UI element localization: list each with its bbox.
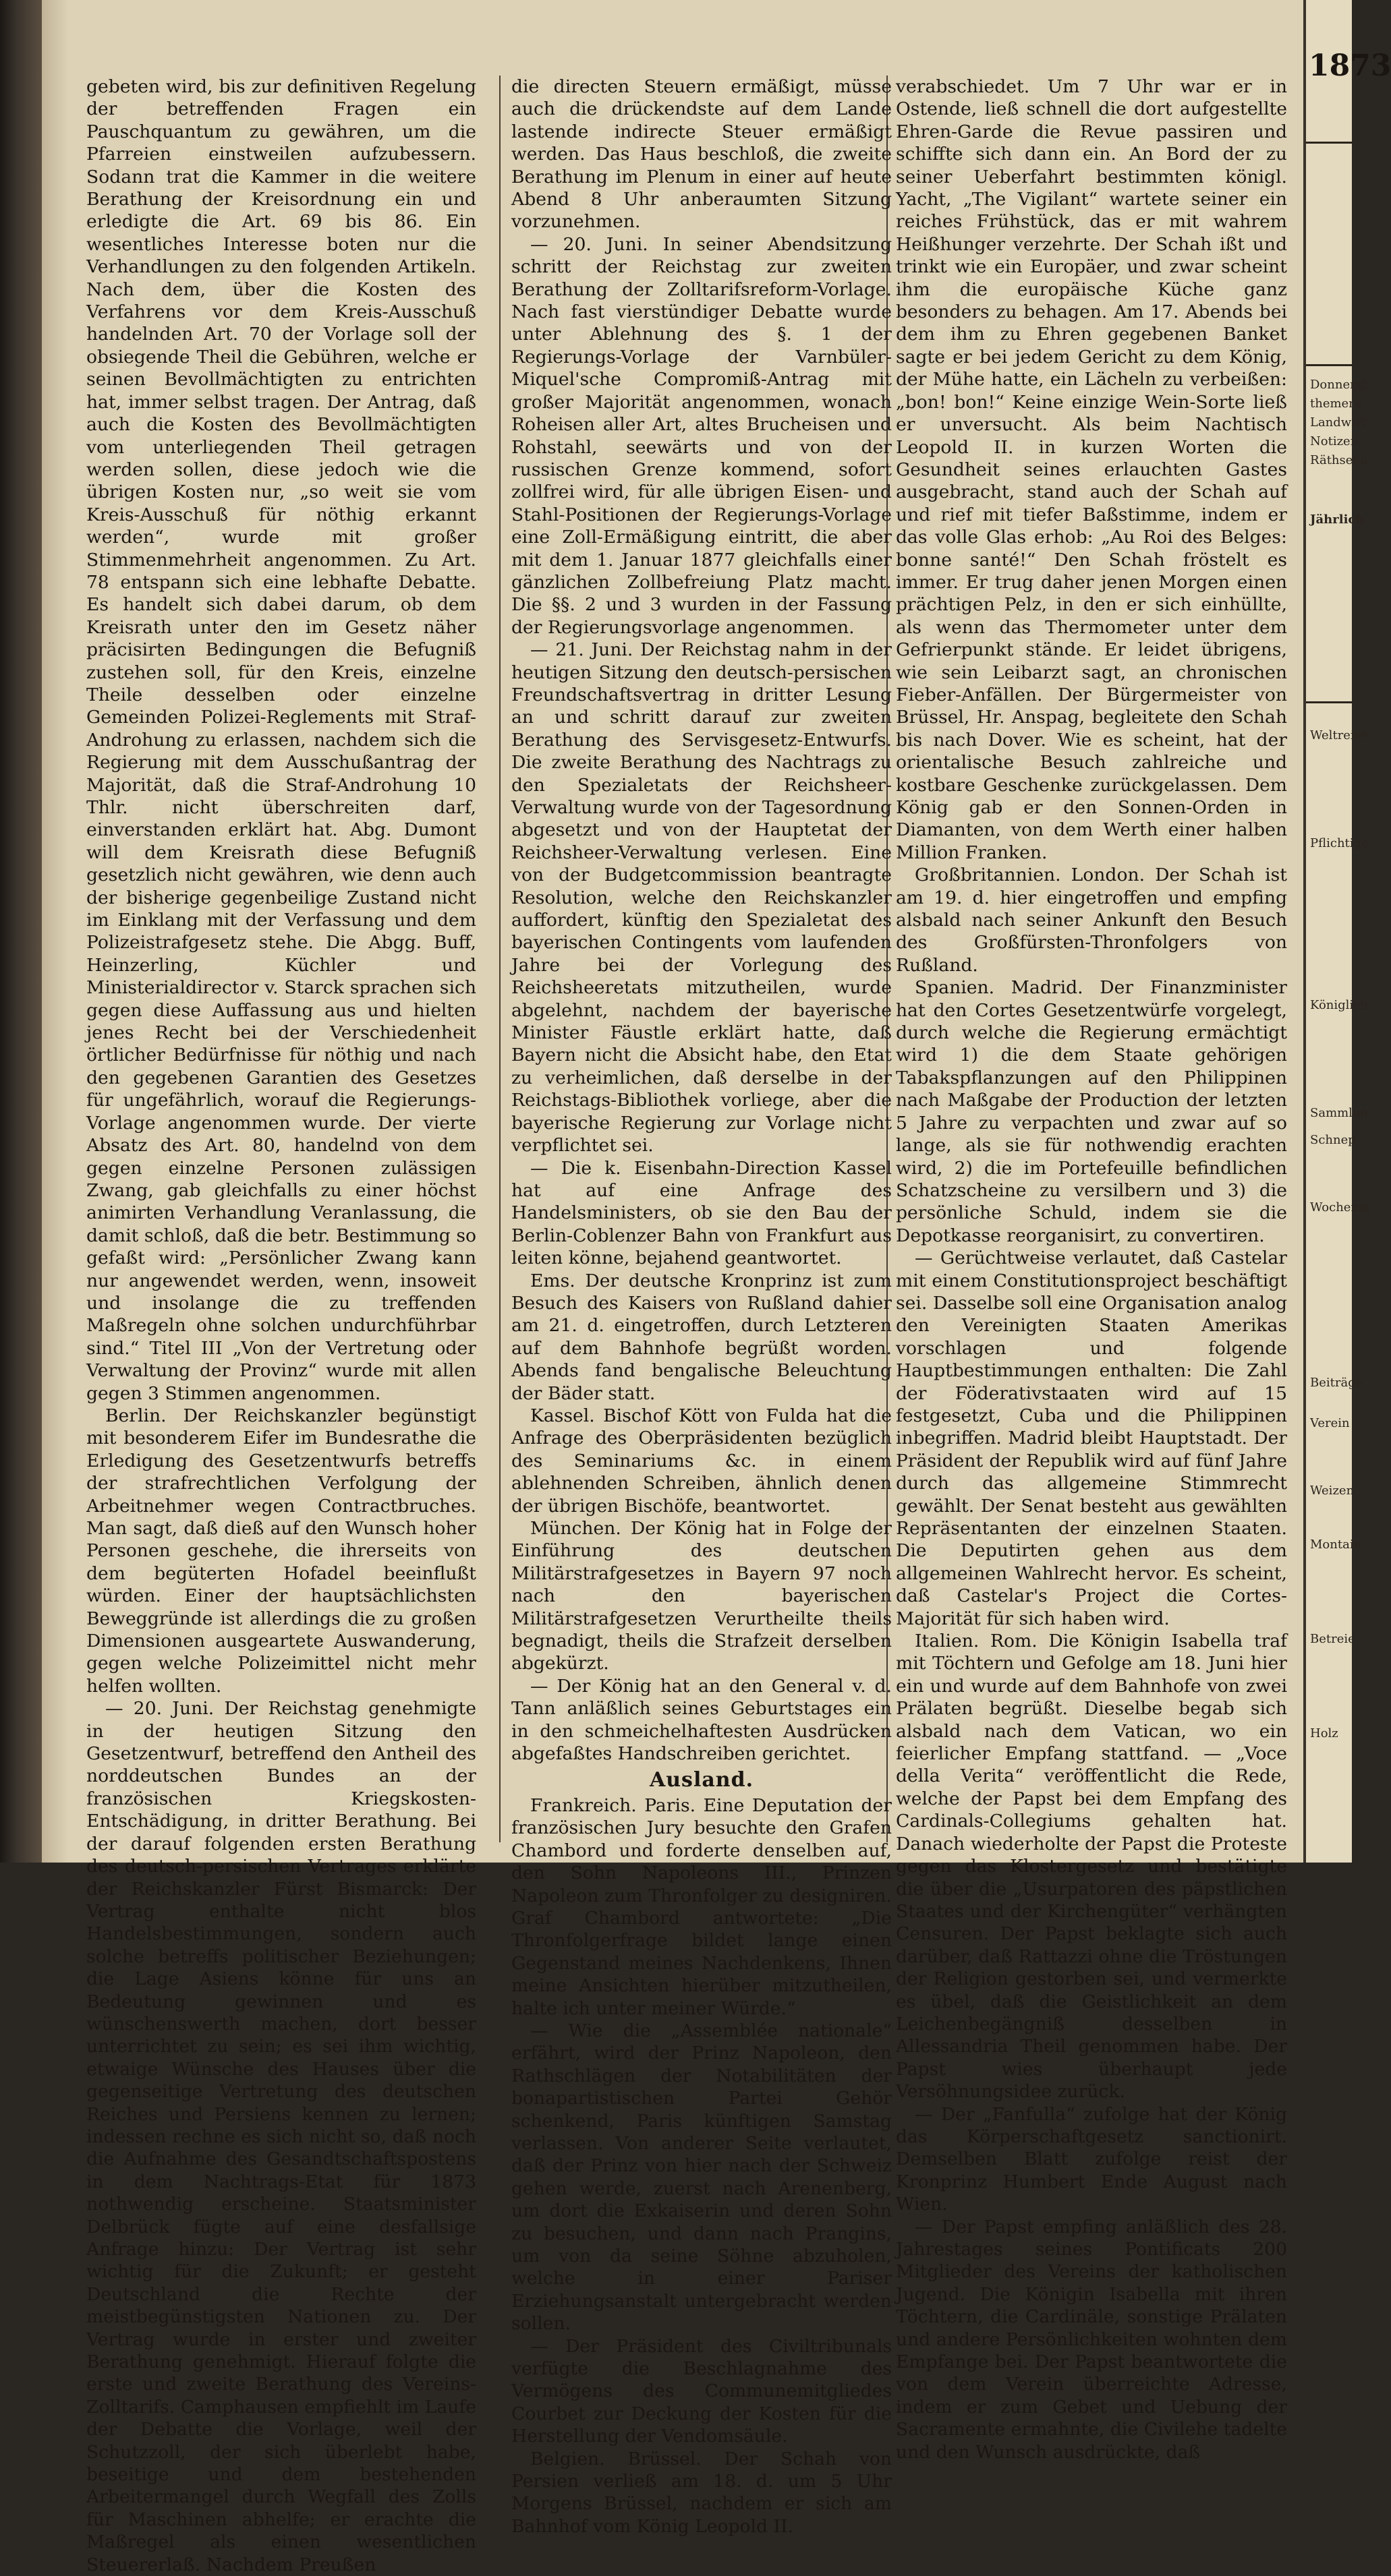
next-page-fragment: Notizen, bbox=[1310, 434, 1363, 448]
column-2-paragraph: — 21. Juni. Der Reichstag nahm in der heutigen Sitzung den deutsch-persischen Freundschaftsvertrag in dritter Lesung an und schritt darauf zur zweiten Berathung des Servisgesetz-Entwurfs. Die zweite Berathung des Nachtrags zu den Spezialetats der Reichsheer-Verwaltung wurde von der Tagesordnung abgesetzt und von der Hauptetat der Reichsheer-Verwaltung verlesen. Eine von der Budgetcommission beantragte Resolution, welche den Reichskanzler auffordert, künftig den Spezialetat des bayerischen Contingents vom laufenden Jahre bei der Vorlegung des Reichsheeretats mitzutheilen, wurde abgelehnt, nachdem der bayerische Minister Fäustle erklärt hatte, daß Bayern nicht die Absicht habe, den Etat zu verheimlichen, daß derselbe in der Reichstags-Bibliothek vorliege, aber die bayerische Regierung zur Vorlage nicht verpflichtet sei. bbox=[511, 639, 892, 1157]
divider bbox=[1306, 142, 1352, 144]
column-2-paragraph: München. Der König hat in Folge der Einführung des deutschen Militärstrafgesetzes in Bayern 97 noch nach den bayerischen Militärstrafgesetzen Verurtheilte theils begnadigt, theils die Strafzeit derselben abgekürzt. bbox=[511, 1518, 892, 1674]
column-2-paragraph: — Der Präsident des Civiltribunals verfügte die Beschlagnahme des Vermögens des Communemitgliedes Courbet zur Deckung der Kosten für die Herstellung der Vendomsäule. bbox=[511, 2335, 892, 2447]
next-page-fragment: Landwirt bbox=[1310, 415, 1366, 430]
column-3-paragraph: — Der „Fanfulla“ zufolge hat der König das Körperschaftgesetz sanctionirt. Demselben Blatt zufolge reist der Kronprinz Humbert Ende August nach Wien. bbox=[896, 2103, 1287, 2215]
next-page-fragment: Pflichtige bbox=[1310, 836, 1369, 850]
column-2-paragraph: — 20. Juni. In seiner Abendsitzung schritt der Reichstag zur zweiten Berathung der Zolltarifsreform-Vorlage. Nach fast vierstündiger Debatte wurde unter Ablehnung des §. 1 der Regierungs-Vorlage der Varnbüler-Miquel'sche Compromiß-Antrag mit großer Majorität angenommen, wonach Roheisen aller Art, altes Brucheisen und Rohstahl, seewärts und von der russischen Grenze kommend, sofort zollfrei wird, für alle übrigen Eisen- und Stahl-Positionen der Regierungs-Vorlage eine Zoll-Ermäßigung eintritt, die aber mit dem 1. Januar 1877 gleichfalls einer gänzlichen Zollbefreiung Platz macht. Die §§. 2 und 3 wurden in der Fassung der Regierungsvorlage angenommen. bbox=[511, 233, 892, 638]
next-page-fragment: Königlich bbox=[1310, 998, 1368, 1012]
column-3-paragraph: Italien. Rom. Die Königin Isabella traf mit Töchtern und Gefolge am 18. Juni hier ein und wurde auf dem Bahnhofe von zwei Prälaten begrüßt. Dieselbe begab sich alsbald nach dem Vatican, wo ein feierlicher Empfang stattfand. — „Voce della Verita“ veröffentlicht die Rede, welche der Papst bei dem Empfang des Cardinals-Collegiums gehalten hat. Danach wiederholte der Papst die Proteste gegen das Klostergesetz und bestätigte die über die „Usurpatoren des päpstlichen Staates und der Kirchengüter“ verhängten Censuren. Der Papst beklagte sich auch darüber, daß Rattazzi ohne die Tröstungen der Religion gestorben sei, und vermerkte es übel, daß die Geistlichkeit an dem Leichenbegängniß desselben in Allessandria Theil genommen habe. Der Papst wies überhaupt jede Versöhnungsidee zurück. bbox=[896, 1631, 1287, 2103]
next-page-fragment: Weizen bbox=[1310, 1484, 1355, 1498]
column-3-paragraph: verabschiedet. Um 7 Uhr war er in Ostende, ließ schnell die dort aufgestellte Ehren-Garde die Revue passiren und schiffte sich dann ein. An Bord der zu seiner Ueberfahrt bestimmten königl. Yacht, „The Vigilant“ wartete seiner ein reiches Frühstück, das er mit wahrem Heißhunger verzehrte. Der Schah ißt und trinkt wie ein Europäer, und zwar scheint ihm die europäische Küche ganz besonders zu behagen. Am 17. Abends bei dem ihm zu Ehren gegebenen Banket sagte er bei jedem Gericht zu dem König, der Mühe hatte, ein Lächeln zu verbeißen: „bon! bon!“ Keine einzige Wein-Sorte ließ er unversucht. Als beim Nachtisch Leopold II. in kurzen Worten die Gesundheit seines erlauchten Gastes ausgebracht, stand auch der Schah auf und rief mit tiefer Baßstimme, indem er das volle Glas erhob: „Au Roi des Belges: bonne santé!“ Den Schah fröstelt es immer. Er trug daher jenen Morgen einen prächtigen Pelz, in den er sich einhüllte, als wenn das Thermometer unter dem Gefrierpunkt stände. Er leidet übrigens, wie sein Leibarzt sagt, an chronischen Fieber-Anfällen. Der Bürgermeister von Brüssel, Hr. Anspag, begleitete den Schah bis nach Dover. Wie es scheint, hat der orientalische Besuch zahlreiche und kostbare Geschenke zurückgelassen. Dem König gab er den Sonnen-Orden in Diamanten, von dem Werth einer halben Million Franken. bbox=[896, 76, 1287, 863]
column-2-paragraph: Ems. Der deutsche Kronprinz ist zum Besuch des Kaisers von Rußland dahier am 21. d. eingetroffen, durch Letzteren auf dem Bahnhofe begrüßt worden. Abends fand bengalische Beleuchtung der Bäder statt. bbox=[511, 1270, 892, 1404]
book-binding-left bbox=[0, 0, 42, 1863]
column-2-paragraph: Frankreich. Paris. Eine Deputation der französischen Jury besuchte den Grafen Chambord und forderte denselben auf, den Sohn Napoleons III., Prinzen Napoleon zum Thronfolger zu designiren. Graf Chambord antwortete: „Die Thronfolgerfrage bildet lange einen Gegenstand meines Nachdenkens, Ihnen meine Ansichten hierüber mitzutheilen, halte ich unter meiner Würde.“ bbox=[511, 1794, 892, 2019]
divider bbox=[1306, 701, 1352, 703]
text-column-1 bbox=[86, 76, 476, 2575]
column-2-paragraph: — Wie die „Assemblée nationale“ erfährt, wird der Prinz Napoleon, den Rathschlägen der Notabilitäten der bonapartistischen Partei Gehör schenkend, Paris künftigen Samstag verlassen. Von anderer Seite verlautet, daß der Prinz von hier nach der Schweiz gehen werde, zuerst nach Arenenberg, um dort die Exkaiserin und deren Sohn zu besuchen, und dann nach Prangins, um von da seine Söhne abzuholen, welche in einer Pariser Erziehungsanstalt untergebracht werden sollen. bbox=[511, 2020, 892, 2335]
next-page-fragment: Betreie bbox=[1310, 1632, 1355, 1646]
next-page-fragment: Montain bbox=[1310, 1538, 1362, 1552]
next-page-fragment: Jährlich bbox=[1310, 513, 1365, 527]
column-2-paragraph: — Der König hat an den General v. d. Tann anläßlich seines Geburtstages ein in den schmeichelhaftesten Ausdrücken abgefaßtes Handschreiben gerichtet. bbox=[511, 1675, 892, 1765]
next-page-fragment: themerk bbox=[1310, 397, 1362, 411]
column-3-paragraph: — Der Papst empfing anläßlich des 28. Jahrestages seines Pontificats 200 Mitglieder des Vereins der katholischen Jugend. Die Königin Isabella mit ihren Töchtern, die Cardinäle, sonstige Prälaten und andere Persönlichkeiten wohnten dem Empfange bei. Der Papst beantwortete die von dem Verein überreichte Adresse, indem er zum Gebet und Uebung der Sacramente ermahnte, die Civilehe tadelte und den Wunsch ausdrückte, daß bbox=[896, 2216, 1287, 2463]
next-page-fragment: Wochenm bbox=[1310, 1200, 1371, 1214]
divider bbox=[1306, 364, 1352, 366]
text-column-2 bbox=[511, 76, 892, 2537]
column-2-paragraph: die directen Steuern ermäßigt, müsse auch die drückendste auf dem Lande lastende indirecte Steuer ermäßigt werden. Das Haus beschloß, die zweite Berathung im Plenum in einer auf heute Abend 8 Uhr anberaumten Sitzung vorzunehmen. bbox=[511, 76, 892, 233]
column-1-paragraph: Berlin. Der Reichskanzler begünstigt mit besonderem Eifer im Bundesrathe die Erledigung des Gesetzentwurfs betreffs der strafrechtlichen Verfolgung der Arbeitnehmer wegen Contractbruches. Man sagt, daß dieß auf den Wunsch hoher Personen geschehe, die ihrerseits von dem begüterten Hofadel beeinflußt würden. Einer der hauptsächlichsten Beweggründe ist allerdings die zu großen Dimensionen ausgeartete Auswanderung, gegen welche Polizeimittel nicht mehr helfen wollten. bbox=[86, 1405, 476, 1697]
next-page-fragment: Schnep bbox=[1310, 1133, 1356, 1147]
text-column-3 bbox=[896, 76, 1287, 2463]
column-2-paragraph: Belgien. Brüssel. Der Schah von Persien verließ am 18. d. um 5 Uhr Morgens Brüssel, nachdem er sich am Bahnhof vom König Leopold II. bbox=[511, 2448, 892, 2537]
next-page-fragment: Sammlun bbox=[1310, 1106, 1369, 1120]
column-1-paragraph: — 20. Juni. Der Reichstag genehmigte in der heutigen Sitzung den Gesetzentwurf, betreffend den Antheil des norddeutschen Bundes an der französischen Kriegskosten-Entschädigung, in dritter Berathung. Bei der darauf folgenden ersten Berathung des deutsch-persischen Vertrages erklärte der Reichskanzler Fürst Bismarck: Der Vertrag enthalte nicht blos Handelsbestimmungen, sondern auch solche betreffs politischer Beziehungen; die Lage Asiens könne für uns an Bedeutung gewinnen und es wünschenswerth machen, dort besser unterrichtet zu sein; es sei ihm wichtig, etwaige Wünsche des Hauses über die gegenseitige Vertretung des deutschen Reiches und Persiens kennen zu lernen; indessen rechne es sich nicht so, daß noch die Aufnahme des Gesandtschaftspostens in dem Nachtrags-Etat für 1873 nothwendig erscheine. Staatsminister Delbrück fügte auf eine desfallsige Anfrage hinzu: Der Vertrag ist sehr wichtig für die Zukunft; er gesteht Deutschland die Rechte der meistbegünstigsten Nationen zu. Der Vertrag wurde in erster und zweiter Berathung genehmigt. Hierauf folgte die erste und zweite Berathung des Vereins-Zolltarifs. Camphausen empfiehlt im Laufe der Debatte die Vorlage, weil der Schutzzoll, der sich überlebt habe, beseitige und dem bestehenden Arbeitermangel durch Wegfall des Zolls für Maschinen abhelfe; er erachte die Maßregel als einen wesentlichen Steuererlaß. Nachdem Preußen bbox=[86, 1698, 476, 2575]
column-rule bbox=[499, 76, 501, 1842]
next-page-fragment: Räthsel a bbox=[1310, 453, 1368, 467]
section-heading-ausland: Ausland. bbox=[649, 1768, 754, 1792]
column-2-paragraph: Kassel. Bischof Kött von Fulda hat die Anfrage des Oberpräsidenten bezüglich des Seminariums &c. in einem ablehnenden Schreiben, ähnlich denen der übrigen Bischöfe, beantwortet. bbox=[511, 1405, 892, 1517]
next-page-fragment: Beiträge bbox=[1310, 1376, 1363, 1390]
next-page-year: 1873 bbox=[1309, 49, 1391, 83]
next-page-fragment: Verein bbox=[1310, 1416, 1350, 1430]
column-3-paragraph: — Gerüchtweise verlautet, daß Castelar mit einem Constitutionsproject beschäftigt sei. Dasselbe soll eine Organisation analog den Vereinigten Staaten Amerikas vorschlagen und folgende Hauptbestimmungen enthalten: Die Zahl der Föderativstaaten wird auf 15 festgesetzt, Cuba und die Philippinen inbegriffen. Madrid bleibt Hauptstadt. Der Präsident der Republik wird auf fünf Jahre durch das allgemeine Stimmrecht gewählt. Der Senat besteht aus gewählten Repräsentanten der einzelnen Staaten. Die Deputirten gehen aus dem allgemeinen Wahlrecht hervor. Es scheint, daß Castelar's Project die Cortes-Majorität für sich haben wird. bbox=[896, 1248, 1287, 1629]
column-2-paragraph: — Die k. Eisenbahn-Direction Kassel hat auf eine Anfrage des Handelsministers, ob sie den Bau der Berlin-Coblenzer Bahn von Frankfurt aus leiten könne, bejahend geantwortet. bbox=[511, 1157, 892, 1269]
next-page-fragment: Weltreise bbox=[1310, 728, 1368, 742]
next-page-fragment: Donnerst bbox=[1310, 378, 1367, 392]
column-3-paragraph: Großbritannien. London. Der Schah ist am 19. d. hier eingetroffen und empfing alsbald nach seiner Ankunft den Besuch des Großfürsten-Thronfolgers von Rußland. bbox=[896, 865, 1287, 976]
column-1-paragraph: gebeten wird, bis zur definitiven Regelung der betreffenden Fragen ein Pauschquantum zu gewähren, um die Pfarreien einstweilen aufzubessern. Sodann trat die Kammer in die weitere Berathung der Kreisordnung ein und erledigte die Art. 69 bis 86. Ein wesentliches Interesse boten nur die Verhandlungen zu den folgenden Artikeln. Nach dem, über die Kosten des Verfahrens vor dem Kreis-Ausschuß handelnden Art. 70 der Vorlage soll der obsiegende Theil die Gebühren, welche er seinen Bevollmächtigten zu entrichten hat, immer selbst tragen. Der Antrag, daß auch die Kosten des Bevollmächtigten vom unterliegenden Theil getragen werden sollen, diese jedoch wie die übrigen Kosten nur, „so weit sie vom Kreis-Ausschuß für nöthig erkannt werden“, wurde mit großer Stimmenmehrheit angenommen. Zu Art. 78 entspann sich eine lebhafte Debatte. Es handelt sich dabei darum, ob dem Kreisrath unter den im Gesetz näher präcisirten Bedingungen die Befugniß zustehen soll, für den Kreis, einzelne Theile desselben oder einzelne Gemeinden Polizei-Reglements mit Straf-Androhung zu erlassen, nachdem sich die Regierung mit dem Ausschußantrag der Majorität, daß die Straf-Androhung 10 Thlr. nicht überschreiten darf, einverstanden erklärt hat. Abg. Dumont will dem Kreisrath diese Befugniß gesetzlich nicht gewähren, wie denn auch der bisherige gegenbeilige Zustand nicht im Einklang mit der Verfassung und dem Polizeistrafgesetz stehe. Die Abgg. Buff, Heinzerling, Küchler und Ministerialdirector v. Starck sprachen sich gegen diese Auffassung aus und hielten jenes Recht bei der Verschiedenheit örtlicher Bedürfnisse für nöthig und nach den gegebenen Garantien des Gesetzes für ungefährlich, worauf die Regierungs-Vorlage angenommen wurde. Der vierte Absatz des Art. 80, handelnd von dem gegen einzelne Personen zulässigen Zwang, gab gleichfalls zu einer höchst animirten Verhandlung Veranlassung, die damit schloß, daß die betr. Bestimmung so gefaßt wird: „Persönlicher Zwang kann nur angewendet werden, wenn, insoweit und insolange die zu treffenden Maßregeln ohne solchen undurchführbar sind.“ Titel III „Von der Vertretung oder Verwaltung der Provinz“ wurde mit allen gegen 3 Stimmen angenommen. bbox=[86, 76, 476, 1404]
column-3-paragraph: Spanien. Madrid. Der Finanzminister hat den Cortes Gesetzentwürfe vorgelegt, durch welche die Regierung ermächtigt wird 1) die dem Staate gehörigen Tabakspflanzungen auf den Philippinen nach Maßgabe der Production der letzten 5 Jahre zu verpachten und zwar auf so lange, als sie für nothwendig erachten wird, 2) die im Portefeuille befindlichen Schatzscheine zu versilbern und 3) die persönliche Schuld, indem sie die Depotkasse reorganisirt, zu convertiren. bbox=[896, 977, 1287, 1246]
next-page-fragment: Holz bbox=[1310, 1726, 1338, 1740]
next-page-edge bbox=[1303, 0, 1391, 1863]
